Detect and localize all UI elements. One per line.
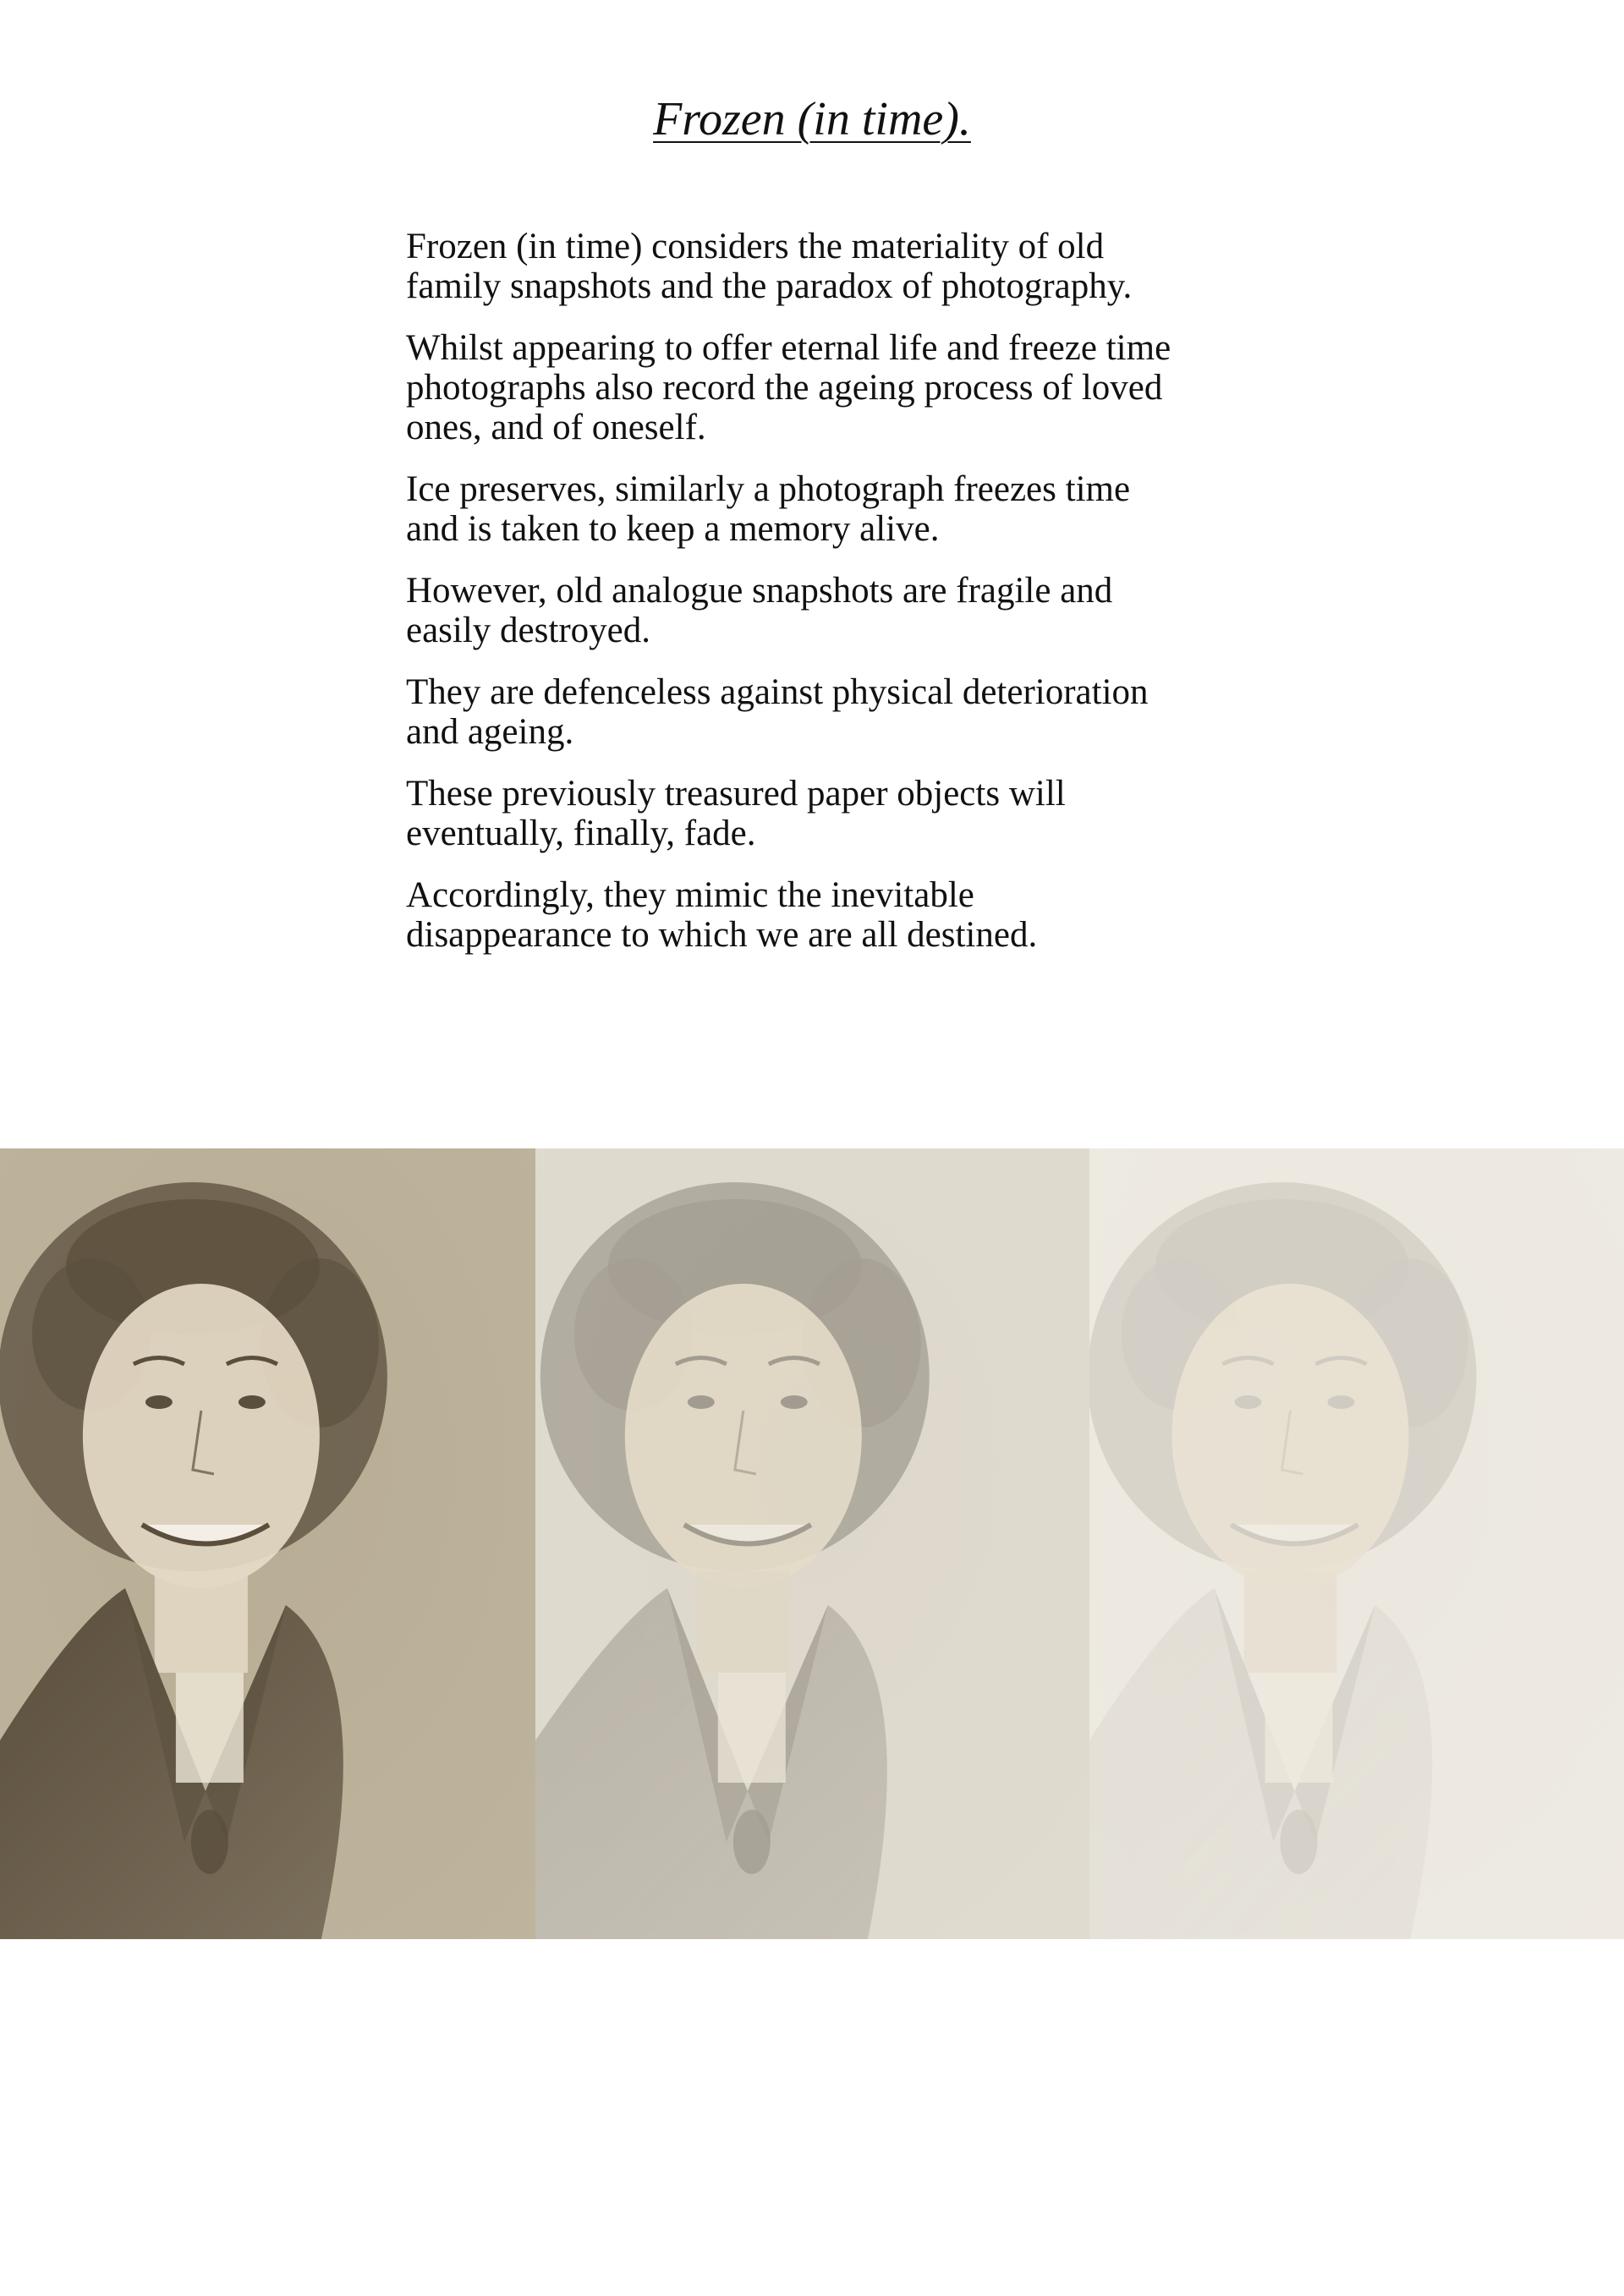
portrait-photo-faded xyxy=(535,1148,1089,1939)
portrait-image xyxy=(1089,1148,1624,1939)
artist-statement xyxy=(406,227,1252,977)
statement-paragraph: Accordingly, they mimic the inevitable disappearance to which we are all destined. xyxy=(406,875,1038,955)
statement-paragraph: Frozen (in time) considers the materiality of old family snapshots and the paradox of photography. xyxy=(406,227,1133,306)
statement-paragraph: They are defenceless against physical deterioration and ageing. xyxy=(406,672,1149,752)
statement-paragraph: These previously treasured paper objects will eventually, finally, fade. xyxy=(406,774,1066,853)
page-title: Frozen (in time). xyxy=(653,93,971,145)
photo-strip xyxy=(0,1148,1624,1939)
statement-paragraph: However, old analogue snapshots are fragile and easily destroyed. xyxy=(406,571,1113,650)
portrait-image xyxy=(535,1148,1089,1939)
portrait-image xyxy=(0,1148,535,1939)
portrait-photo-original xyxy=(0,1148,535,1939)
statement-paragraph: Whilst appearing to offer eternal life and freeze time photographs also record the ageing process of loved ones, and of oneself. xyxy=(406,328,1171,447)
statement-paragraph: Ice preserves, similarly a photograph freezes time and is taken to keep a memory alive. xyxy=(406,469,1131,549)
portrait-photo-most-faded xyxy=(1089,1148,1624,1939)
